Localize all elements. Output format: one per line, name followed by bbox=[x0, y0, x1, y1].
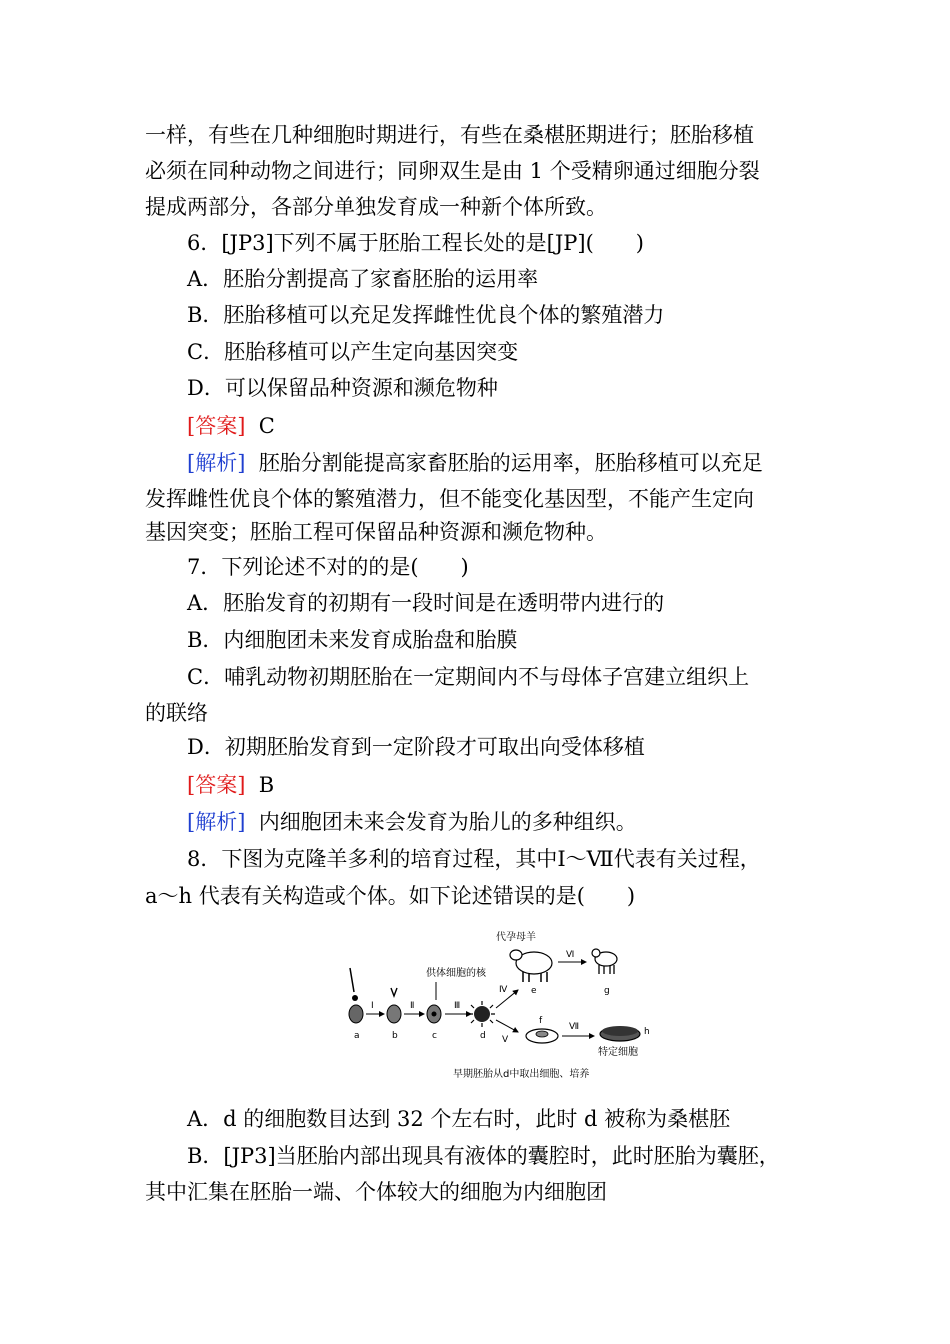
analysis-tag: [解析] bbox=[187, 810, 246, 834]
paragraph-line: 提成两部分，各部分单独发育成一种新个体所致。 bbox=[145, 195, 607, 219]
question-8-stem-cont: a～h 代表有关构造或个体。如下论述错误的是( ) bbox=[145, 884, 636, 908]
question-8-option-a: A．d 的细胞数目达到 32 个左右时，此时 d 被称为桑椹胚 bbox=[187, 1107, 731, 1131]
question-7-option-b: B．内细胞团未来发育成胎盘和胎膜 bbox=[187, 628, 518, 652]
paragraph-line: 必须在同种动物之间进行；同卵双生是由 1 个受精卵通过细胞分裂 bbox=[145, 159, 760, 183]
question-6-option-b: B．胚胎移植可以充足发挥雌性优良个体的繁殖潜力 bbox=[187, 303, 665, 327]
answer-tag: [答案] bbox=[187, 414, 246, 438]
early-embryo-d-icon bbox=[469, 1001, 495, 1027]
paragraph-line: 一样，有些在几种细胞时期进行，有些在桑椹胚期进行；胚胎移植 bbox=[145, 123, 754, 147]
question-6-option-a: A．胚胎分割提高了家畜胚胎的运用率 bbox=[187, 267, 539, 291]
step-3-label: Ⅲ bbox=[454, 1001, 461, 1011]
answer-value: B bbox=[258, 773, 275, 797]
analysis-line: 基因突变；胚胎工程可保留品种资源和濒危物种。 bbox=[145, 520, 607, 544]
question-7-stem: 7．下列论述不对的的是( ) bbox=[187, 555, 469, 579]
letter-f: f bbox=[539, 1016, 543, 1026]
question-6-stem: 6．[JP3]下列不属于胚胎工程长处的是[JP]( ) bbox=[187, 231, 644, 255]
question-7-option-a: A．胚胎发育的初期有一段时间是在透明带内进行的 bbox=[187, 591, 665, 615]
letter-a: a bbox=[354, 1031, 360, 1041]
question-6-analysis bbox=[187, 449, 763, 477]
question-8-option-b-cont: 其中汇集在胚胎一端、个体较大的细胞为内细胞团 bbox=[145, 1180, 607, 1204]
analysis-text: 内细胞团未来会发育为胎儿的多种组织。 bbox=[258, 810, 637, 834]
question-7-option-d: D．初期胚胎发育到一定阶段才可取出向受体移植 bbox=[187, 735, 645, 759]
oocyte-b-icon bbox=[387, 1005, 401, 1023]
surrogate-sheep-icon bbox=[510, 950, 552, 982]
question-6-option-d: D．可以保留品种资源和濒危物种 bbox=[187, 376, 498, 400]
analysis-text: 胚胎分割能提高家畜胚胎的运用率，胚胎移植可以充足 bbox=[258, 451, 763, 475]
analysis-tag: [解析] bbox=[187, 451, 246, 475]
question-8-stem: 8．下图为克隆羊多利的培育过程，其中Ⅰ～Ⅶ代表有关过程， bbox=[187, 847, 761, 871]
cloning-figure bbox=[336, 926, 666, 1086]
question-6-answer bbox=[187, 412, 275, 440]
question-6-option-c: C．胚胎移植可以产生定向基因突变 bbox=[187, 340, 519, 364]
surrogate-label: 代孕母羊 bbox=[496, 932, 536, 943]
answer-value: C bbox=[258, 414, 275, 438]
step-4-label: Ⅳ bbox=[499, 985, 508, 995]
step-1-label: Ⅰ bbox=[371, 1001, 374, 1011]
answer-tag: [答案] bbox=[187, 773, 246, 797]
step-2-label: Ⅱ bbox=[410, 1001, 415, 1011]
letter-g: g bbox=[604, 986, 610, 996]
donor-nucleus-label: 供体细胞的核 bbox=[426, 968, 486, 979]
letter-b: b bbox=[392, 1031, 398, 1041]
specific-cells-dish-h-icon bbox=[600, 1026, 640, 1041]
letter-e: e bbox=[531, 986, 537, 996]
letter-h: h bbox=[644, 1027, 650, 1037]
question-8-option-b: B．[JP3]当胚胎内部出现具有液体的囊腔时，此时胚胎为囊胚， bbox=[187, 1144, 780, 1168]
oocyte-a-icon bbox=[349, 1005, 363, 1023]
letter-d: d bbox=[480, 1031, 486, 1041]
figure-caption: 早期胚胎从d中取出细胞、培养 bbox=[453, 1069, 590, 1080]
question-7-analysis bbox=[187, 808, 637, 836]
question-7-answer bbox=[187, 771, 274, 799]
specific-cells-label: 特定细胞 bbox=[598, 1047, 638, 1058]
step-7-label: Ⅶ bbox=[569, 1022, 580, 1032]
step-5-label: Ⅴ bbox=[502, 1035, 509, 1045]
step-6-label: Ⅵ bbox=[566, 950, 575, 960]
cloning-diagram bbox=[336, 926, 666, 1086]
question-7-option-c-cont: 的联络 bbox=[145, 701, 208, 725]
analysis-line: 发挥雌性优良个体的繁殖潜力，但不能变化基因型，不能产生定向 bbox=[145, 487, 754, 511]
lamb-icon bbox=[592, 949, 617, 974]
question-7-option-c: C．哺乳动物初期胚胎在一定期间内不与母体子宫建立组织上 bbox=[187, 665, 750, 689]
culture-dish-f-icon bbox=[526, 1029, 558, 1043]
letter-c: c bbox=[432, 1031, 437, 1041]
